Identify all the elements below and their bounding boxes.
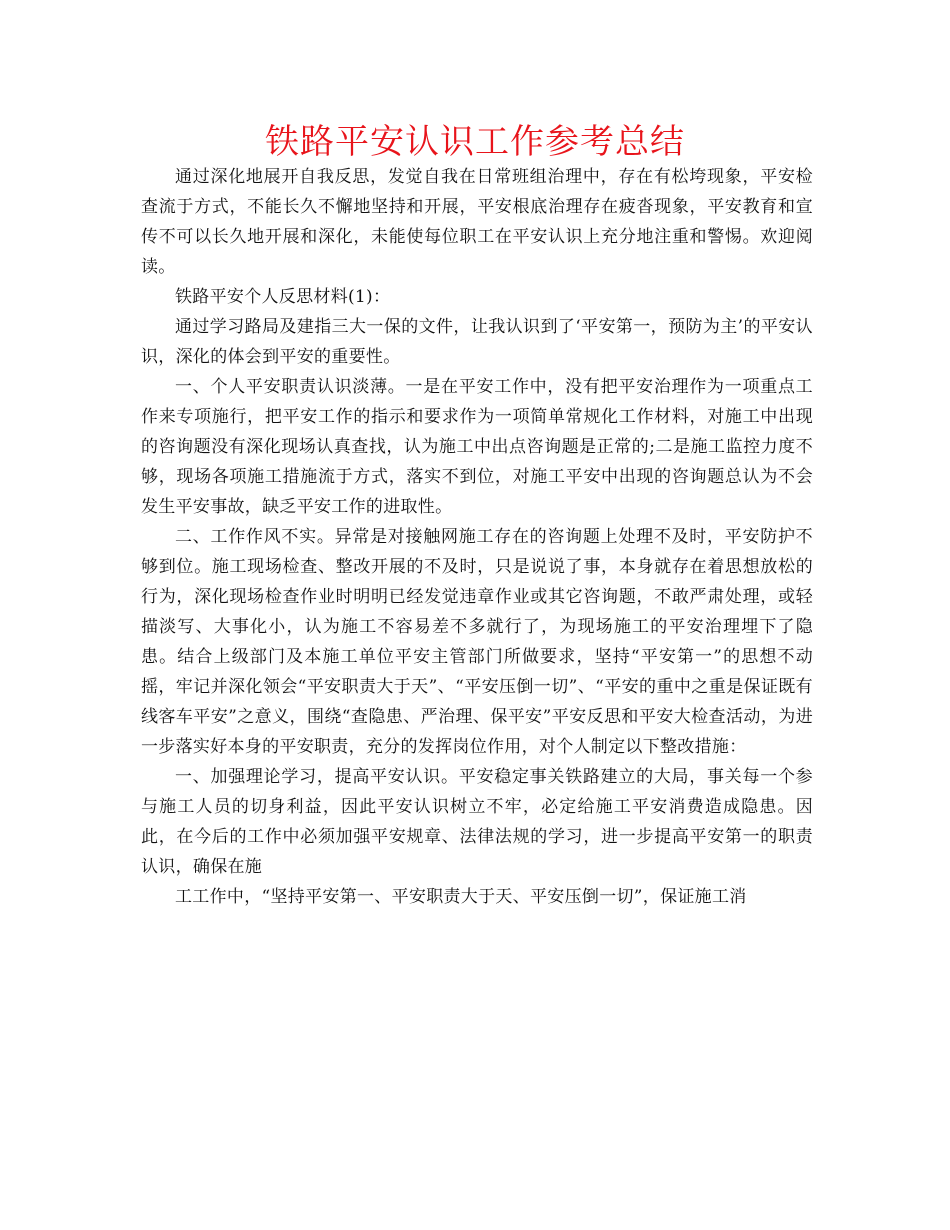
paragraph-point-two: 二、工作作风不实。异常是对接触网施工存在的咨询题上处理不及时，平安防护不够到位。施工现场检查、整改开展的不及时，只是说说了事，本身就存在着思想放松的行为，深化现场检查作业时明明已经发觉违章作业或其它咨询题，不敢严肃处理，或轻描淡写、大事化小，认为施工不容易差不多就行了，为现场施工的平安治理埋下了隐患。结合上级部门及本施工单位平安主管部门所做要求，坚持“平安第一”的思想不动摇，牢记并深化领会“平安职责大于天”、“平安压倒一切”、“平安的重中之重是保证既有线客车平安”之意义，围绕“查隐患、严治理、保平安”平安反思和平安大检查活动，为进一步落实好本身的平安职责，充分的发挥岗位作用，对个人制定以下整改措施： [141, 527, 813, 757]
paragraph-measure-one: 一、加强理论学习，提高平安认识。平安稳定事关铁路建立的大局，事关每一个参与施工人员的切身利益，因此平安认识树立不牢，必定给施工平安消费造成隐患。因此，在今后的工作中必须加强平安规章、法律法规的学习，进一步提高平安第一的职责认识，确保在施 [141, 767, 813, 877]
paragraph-study: 通过学习路局及建指三大一保的文件，让我认识到了‘平安第一，预防为主’的平安认识，深化的体会到平安的重要性。 [141, 317, 813, 367]
document-title: 铁路平安认识工作参考总结 [265, 122, 685, 162]
paragraph-continuation: 工工作中，“坚持平安第一、平安职责大于天、平安压倒一切”，保证施工消 [175, 887, 747, 907]
document-body [141, 162, 813, 912]
paragraph-point-one: 一、个人平安职责认识淡薄。一是在平安工作中，没有把平安治理作为一项重点工作来专项施行，把平安工作的指示和要求作为一项简单常规化工作材料，对施工中出现的咨询题没有深化现场认真查找，认为施工中出点咨询题是正常的;二是施工监控力度不够，现场各项施工措施流于方式，落实不到位，对施工平安中出现的咨询题总认为不会发生平安事故，缺乏平安工作的进取性。 [141, 377, 813, 517]
paragraph-heading-material: 铁路平安个人反思材料(1)： [175, 287, 391, 307]
paragraph-intro: 通过深化地展开自我反思，发觉自我在日常班组治理中，存在有松垮现象，平安检查流于方式，不能长久不懈地坚持和开展，平安根底治理存在疲沓现象，平安教育和宣传不可以长久地开展和深化，未能使每位职工在平安认识上充分地注重和警惕。欢迎阅读。 [141, 167, 813, 277]
